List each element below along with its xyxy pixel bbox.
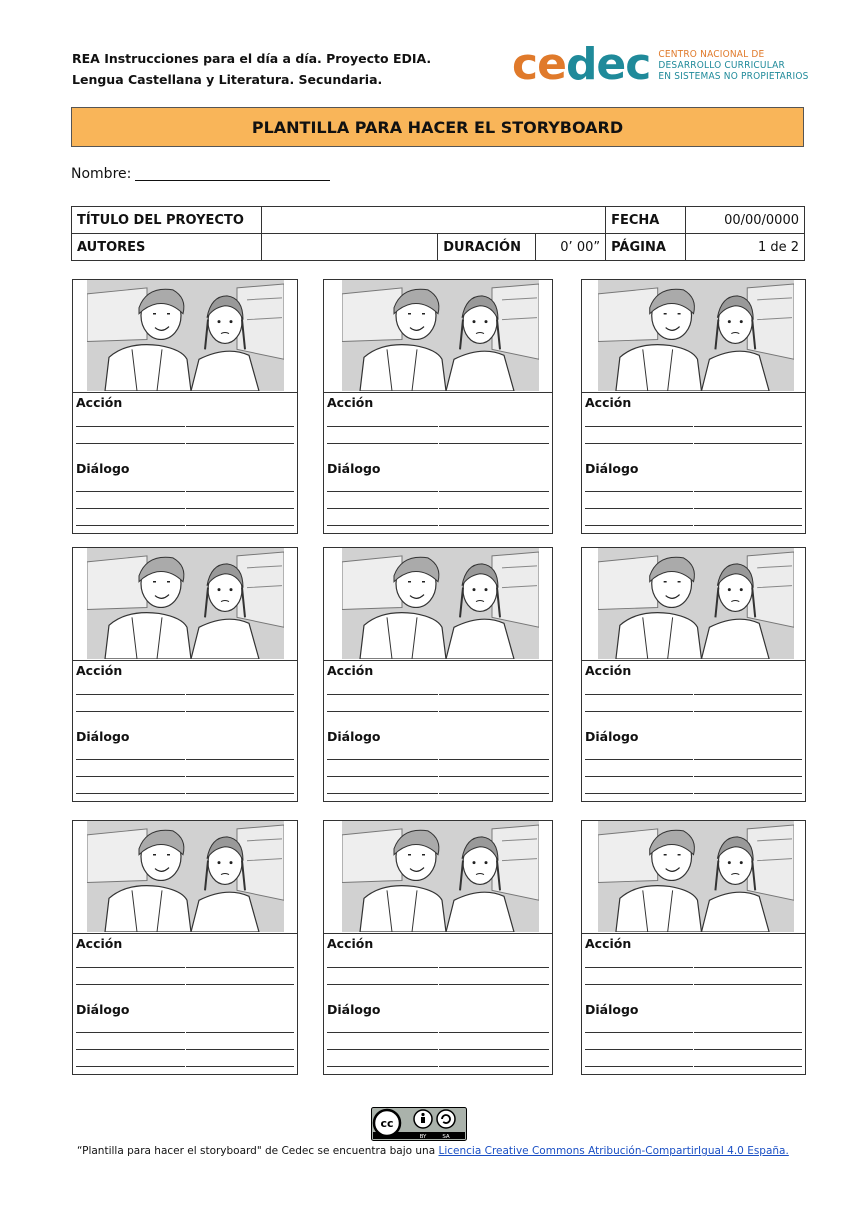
nombre-label: Nombre:	[71, 166, 132, 182]
titulo-value-cell[interactable]	[261, 207, 605, 234]
project-info-table	[71, 206, 805, 261]
writing-line[interactable]	[76, 793, 185, 794]
accion-label: Acción	[76, 663, 123, 678]
header-text	[72, 48, 431, 90]
writing-line[interactable]	[186, 508, 294, 509]
writing-line[interactable]	[694, 1066, 802, 1067]
writing-line[interactable]	[439, 1066, 549, 1067]
writing-line[interactable]	[694, 967, 802, 968]
writing-line[interactable]	[327, 491, 438, 492]
sa-label: SA	[442, 1134, 450, 1140]
writing-line[interactable]	[585, 508, 693, 509]
accion-label: Acción	[585, 395, 632, 410]
panel-image-frame	[324, 280, 552, 393]
writing-line[interactable]	[327, 967, 438, 968]
writing-line[interactable]	[585, 984, 693, 985]
accion-label: Acción	[327, 936, 374, 951]
writing-line[interactable]	[439, 443, 549, 444]
writing-line[interactable]	[439, 525, 549, 526]
writing-line[interactable]	[585, 443, 693, 444]
license-text: “Plantilla para hacer el storyboard" de Cedec se encuentra bajo una	[77, 1145, 439, 1157]
panel-image-frame	[582, 821, 805, 934]
panel-image-frame	[582, 548, 805, 661]
writing-line[interactable]	[694, 793, 802, 794]
autores-label: AUTORES	[72, 234, 262, 261]
writing-line[interactable]	[76, 1066, 185, 1067]
storyboard-row	[72, 279, 806, 534]
writing-line[interactable]	[694, 1049, 802, 1050]
writing-line[interactable]	[585, 759, 693, 760]
storyboard-illustration	[598, 280, 794, 391]
nombre-line[interactable]	[135, 164, 330, 181]
autores-value-cell[interactable]	[261, 234, 438, 261]
accion-label: Acción	[585, 936, 632, 951]
by-label: BY	[419, 1134, 427, 1140]
storyboard-row	[72, 547, 806, 802]
writing-line[interactable]	[76, 984, 185, 985]
dialogo-label: Diálogo	[76, 461, 130, 476]
writing-line[interactable]	[186, 967, 294, 968]
writing-line[interactable]	[585, 1049, 693, 1050]
storyboard-illustration	[342, 821, 539, 932]
writing-line[interactable]	[585, 776, 693, 777]
dialogo-label: Diálogo	[327, 729, 381, 744]
writing-line[interactable]	[694, 694, 802, 695]
writing-line[interactable]	[186, 776, 294, 777]
writing-line[interactable]	[439, 1049, 549, 1050]
writing-line[interactable]	[76, 694, 185, 695]
storyboard-panel[interactable]	[72, 547, 298, 802]
storyboard-illustration	[87, 280, 284, 391]
storyboard-panel[interactable]	[581, 820, 806, 1075]
writing-line[interactable]	[76, 525, 185, 526]
cc-icon: cc	[380, 1117, 394, 1130]
license-link[interactable]: Licencia Creative Commons Atribución-CompartirIgual 4.0 España.	[438, 1145, 789, 1157]
writing-line[interactable]	[439, 426, 549, 427]
writing-line[interactable]	[327, 443, 438, 444]
dialogo-label: Diálogo	[585, 461, 639, 476]
accion-label: Acción	[76, 395, 123, 410]
writing-line[interactable]	[694, 508, 802, 509]
writing-line[interactable]	[186, 1066, 294, 1067]
storyboard-panel[interactable]	[323, 547, 553, 802]
writing-line[interactable]	[585, 1032, 693, 1033]
storyboard-panel[interactable]	[72, 279, 298, 534]
writing-line[interactable]	[694, 443, 802, 444]
writing-line[interactable]	[76, 759, 185, 760]
writing-line[interactable]	[327, 984, 438, 985]
writing-line[interactable]	[327, 1066, 438, 1067]
nombre-field[interactable]	[71, 164, 330, 182]
writing-line[interactable]	[327, 793, 438, 794]
writing-line[interactable]	[439, 967, 549, 968]
accion-label: Acción	[76, 936, 123, 951]
writing-line[interactable]	[585, 694, 693, 695]
writing-line[interactable]	[694, 1032, 802, 1033]
writing-line[interactable]	[585, 793, 693, 794]
writing-line[interactable]	[439, 984, 549, 985]
panel-image-frame	[73, 548, 297, 661]
storyboard-panel[interactable]	[323, 279, 553, 534]
dialogo-label: Diálogo	[76, 1002, 130, 1017]
dialogo-label: Diálogo	[327, 1002, 381, 1017]
panel-image-frame	[324, 821, 552, 934]
logo-subtitle: CENTRO NACIONAL DE DESARROLLO CURRICULAR EN SISTEMAS NO PROPIETARIOS	[658, 48, 809, 82]
cc-by-sa-badge	[371, 1107, 467, 1141]
storyboard-panel[interactable]	[581, 279, 806, 534]
writing-line[interactable]	[186, 694, 294, 695]
writing-line[interactable]	[327, 508, 438, 509]
license-footer	[77, 1145, 789, 1157]
dialogo-label: Diálogo	[585, 729, 639, 744]
writing-line[interactable]	[327, 1032, 438, 1033]
storyboard-panel[interactable]	[72, 820, 298, 1075]
writing-line[interactable]	[76, 443, 185, 444]
panel-image-frame	[73, 280, 297, 393]
storyboard-illustration	[342, 548, 539, 659]
storyboard-illustration	[598, 821, 794, 932]
writing-line[interactable]	[327, 759, 438, 760]
writing-line[interactable]	[186, 443, 294, 444]
dialogo-label: Diálogo	[76, 729, 130, 744]
writing-line[interactable]	[76, 508, 185, 509]
sa-icon	[437, 1110, 455, 1128]
writing-line[interactable]	[327, 525, 438, 526]
panel-image-frame	[324, 548, 552, 661]
titulo-label: TÍTULO DEL PROYECTO	[72, 207, 262, 234]
writing-line[interactable]	[76, 1032, 185, 1033]
writing-line[interactable]	[694, 759, 802, 760]
writing-line[interactable]	[186, 1032, 294, 1033]
storyboard-illustration	[598, 548, 794, 659]
writing-line[interactable]	[439, 711, 549, 712]
writing-line[interactable]	[186, 711, 294, 712]
writing-line[interactable]	[439, 508, 549, 509]
writing-line[interactable]	[76, 1049, 185, 1050]
writing-line[interactable]	[327, 1049, 438, 1050]
writing-line[interactable]	[439, 759, 549, 760]
cedec-logo	[512, 40, 809, 90]
writing-line[interactable]	[76, 711, 185, 712]
header-line-1: REA Instrucciones para el día a día. Proyecto EDIA.	[72, 51, 432, 66]
panel-image-frame	[582, 280, 805, 393]
writing-line[interactable]	[186, 759, 294, 760]
page-title: PLANTILLA PARA HACER EL STORYBOARD	[71, 107, 804, 147]
panel-image-frame	[73, 821, 297, 934]
writing-line[interactable]	[327, 776, 438, 777]
dialogo-label: Diálogo	[327, 461, 381, 476]
writing-line[interactable]	[585, 711, 693, 712]
writing-line[interactable]	[76, 491, 185, 492]
writing-line[interactable]	[694, 984, 802, 985]
duracion-label: DURACIÓN	[438, 234, 536, 261]
storyboard-illustration	[342, 280, 539, 391]
accion-label: Acción	[585, 663, 632, 678]
writing-line[interactable]	[327, 711, 438, 712]
writing-line[interactable]	[76, 967, 185, 968]
writing-line[interactable]	[327, 694, 438, 695]
writing-line[interactable]	[76, 776, 185, 777]
storyboard-illustration	[87, 548, 284, 659]
writing-line[interactable]	[694, 491, 802, 492]
writing-line[interactable]	[585, 967, 693, 968]
pagina-label: PÁGINA	[606, 234, 686, 261]
writing-line[interactable]	[694, 426, 802, 427]
writing-line[interactable]	[439, 793, 549, 794]
writing-line[interactable]	[585, 491, 693, 492]
writing-line[interactable]	[694, 776, 802, 777]
writing-line[interactable]	[186, 793, 294, 794]
pagina-value[interactable]: 1 de 2	[686, 234, 805, 261]
writing-line[interactable]	[585, 1066, 693, 1067]
storyboard-illustration	[87, 821, 284, 932]
storyboard-panel[interactable]	[581, 547, 806, 802]
header-line-2: Lengua Castellana y Literatura. Secundaria.	[72, 72, 383, 87]
writing-line[interactable]	[76, 426, 185, 427]
writing-line[interactable]	[186, 426, 294, 427]
storyboard-panel[interactable]	[323, 820, 553, 1075]
writing-line[interactable]	[186, 984, 294, 985]
writing-line[interactable]	[186, 525, 294, 526]
writing-line[interactable]	[439, 776, 549, 777]
writing-line[interactable]	[694, 525, 802, 526]
storyboard-row	[72, 820, 806, 1075]
writing-line[interactable]	[439, 1032, 549, 1033]
writing-line[interactable]	[585, 525, 693, 526]
writing-line[interactable]	[439, 694, 549, 695]
duracion-value[interactable]: 0’ 00”	[536, 234, 606, 261]
fecha-value[interactable]: 00/00/0000	[686, 207, 805, 234]
writing-line[interactable]	[439, 491, 549, 492]
writing-line[interactable]	[694, 711, 802, 712]
writing-line[interactable]	[327, 426, 438, 427]
fecha-label: FECHA	[606, 207, 686, 234]
writing-line[interactable]	[186, 1049, 294, 1050]
accion-label: Acción	[327, 663, 374, 678]
writing-line[interactable]	[585, 426, 693, 427]
logo-wordmark: cedec	[512, 39, 651, 90]
dialogo-label: Diálogo	[585, 1002, 639, 1017]
writing-line[interactable]	[186, 491, 294, 492]
accion-label: Acción	[327, 395, 374, 410]
